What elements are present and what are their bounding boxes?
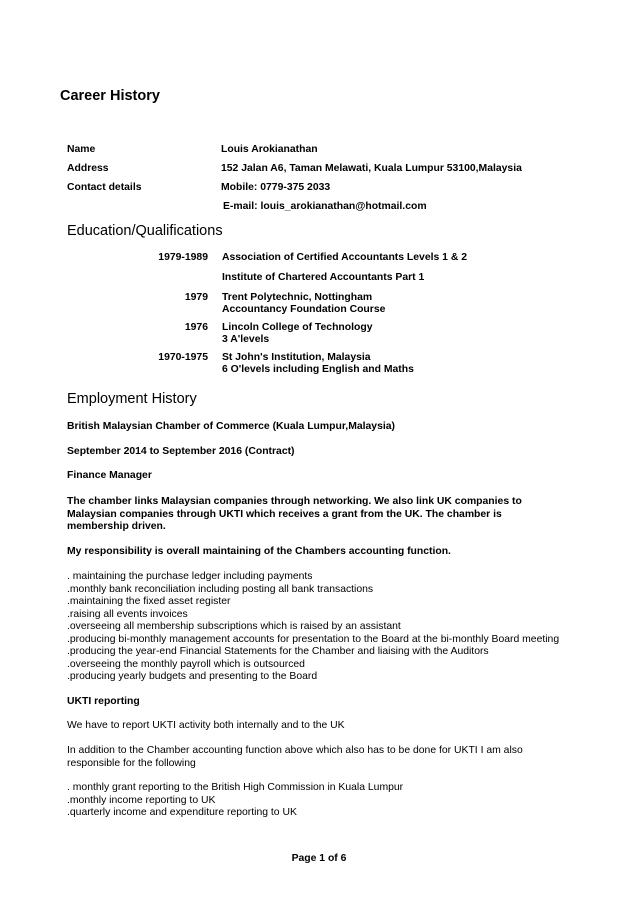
ukti-duty-item: .monthly income reporting to UK	[67, 794, 216, 806]
education-line: Association of Certified Accountants Levels 1 & 2	[222, 252, 468, 263]
education-line: Lincoln College of Technology	[222, 322, 373, 333]
education-year: 1979-1989	[158, 252, 208, 263]
intro-line: Malaysian companies through UKTI which receives a grant from the UK. The chamber is	[67, 508, 502, 520]
ukti-duty-item: .quarterly income and expenditure reporting to UK	[67, 807, 297, 818]
intro-line: The chamber links Malaysian companies through networking. We also link UK companies to	[67, 496, 522, 507]
ukti-duty-item: . monthly grant reporting to the British High Commission in Kuala Lumpur	[67, 782, 404, 793]
page-number: Page 1 of 6	[291, 853, 347, 864]
details-label: Name	[67, 144, 96, 155]
duty-item: .overseeing the monthly payroll which is outsourced	[67, 658, 305, 670]
employment-heading: Employment History	[67, 391, 197, 407]
ukti-intro: We have to report UKTI activity both internally and to the UK	[67, 720, 345, 731]
employer-name: British Malaysian Chamber of Commerce (Kuala Lumpur,Malaysia)	[67, 421, 395, 432]
details-value: Mobile: 0779-375 2033	[221, 182, 331, 193]
page-title: Career History	[60, 88, 160, 104]
duty-item: .producing the year-end Financial Statements for the Chamber and liaising with the Auditors	[67, 646, 489, 657]
duty-item: .overseeing all membership subscriptions which is raised by an assistant	[67, 621, 401, 632]
duty-item: .raising all events invoices	[67, 608, 188, 620]
duty-item: .maintaining the fixed asset register	[67, 596, 231, 607]
education-line: 6 O'levels including English and Maths	[222, 364, 414, 375]
education-year: 1976	[184, 322, 208, 333]
education-line: Institute of Chartered Accountants Part 1	[222, 272, 425, 283]
job-role: Finance Manager	[67, 470, 152, 481]
education-year: 1979	[184, 292, 208, 303]
ukti-heading: UKTI reporting	[67, 696, 140, 707]
details-value: E-mail: louis_arokianathan@hotmail.com	[223, 201, 427, 212]
education-line: Accountancy Foundation Course	[222, 304, 386, 315]
duty-item: .producing yearly budgets and presenting to the Board	[67, 671, 318, 682]
ukti-addition-line: In addition to the Chamber accounting function above which also has to be done for UKTI I am also	[67, 745, 523, 756]
duty-item: . maintaining the purchase ledger including payments	[67, 571, 313, 582]
education-line: St John's Institution, Malaysia	[222, 352, 371, 363]
education-year: 1970-1975	[158, 352, 208, 363]
education-heading: Education/Qualifications	[67, 223, 223, 239]
education-line: 3 A'levels	[222, 334, 270, 345]
duty-item: .producing bi-monthly management accounts for presentation to the Board at the bi-monthly Board meeting	[67, 633, 560, 645]
duty-item: .monthly bank reconciliation including posting all bank transactions	[67, 583, 374, 595]
responsibility-statement: My responsibility is overall maintaining of the Chambers accounting function.	[67, 546, 451, 557]
details-label: Address	[67, 163, 109, 174]
details-label: Contact details	[67, 182, 142, 193]
intro-line: membership driven.	[67, 521, 166, 532]
ukti-addition-line: responsible for the following	[67, 757, 196, 769]
details-value: 152 Jalan A6, Taman Melawati, Kuala Lumpur 53100,Malaysia	[221, 163, 522, 174]
details-value: Louis Arokianathan	[221, 144, 318, 155]
education-line: Trent Polytechnic, Nottingham	[222, 292, 373, 303]
employment-period: September 2014 to September 2016 (Contract)	[67, 446, 295, 457]
